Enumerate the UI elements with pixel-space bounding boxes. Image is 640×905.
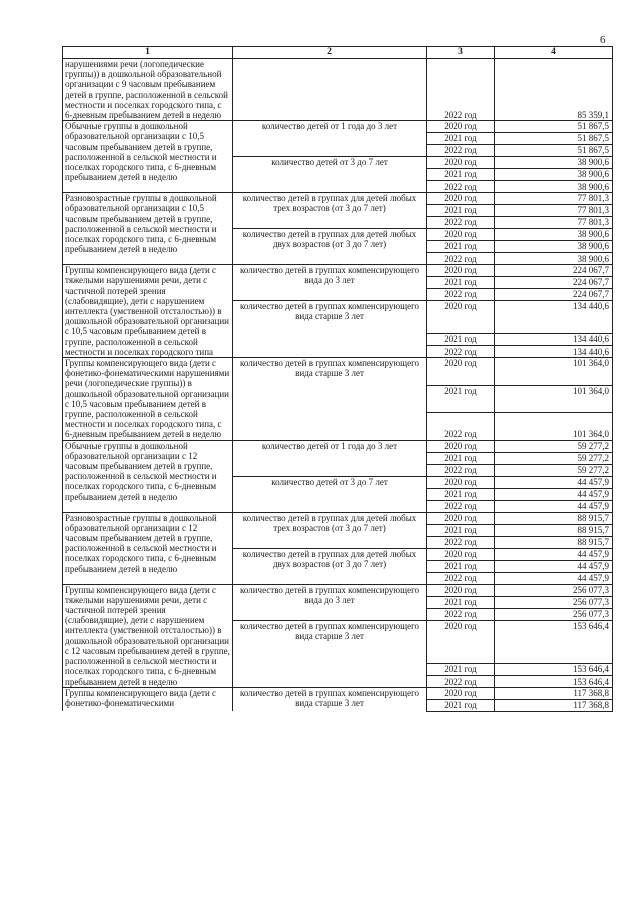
value-cell: 38 900,6 — [495, 169, 613, 181]
year-cell: 2021 год — [427, 277, 495, 289]
value-cell: 38 900,6 — [495, 181, 613, 193]
column-header: 2 — [233, 47, 427, 59]
column-header: 1 — [63, 47, 233, 59]
value-cell: 101 364,0 — [495, 413, 613, 441]
year-cell: 2021 год — [427, 334, 495, 346]
value-cell: 51 867,5 — [495, 145, 613, 157]
page-number: 6 — [600, 34, 606, 46]
year-cell: 2022 год — [427, 464, 495, 476]
value-cell: 134 440,6 — [495, 334, 613, 346]
value-cell: 59 277,2 — [495, 464, 613, 476]
year-cell: 2020 год — [427, 157, 495, 169]
tariff-table — [62, 46, 613, 712]
category-label: количество детей в группах компенсирующего вида до 3 лет — [233, 584, 427, 620]
value-cell: 44 457,9 — [495, 572, 613, 584]
year-cell: 2020 год — [427, 265, 495, 277]
group-name: Разновозрастные группы в дошкольной образовательной организации с 12 часовым пребыванием детей в группе, расположенной в сельской местности и поселках городского типа, с 6-дневным пребыванием детей в неделю — [63, 512, 233, 584]
group-name: Группы компенсирующего вида (дети с фонетико-фонематическими нарушениями речи (логопедические группы)) в дошкольной образовательной организации с 10,5 часовым пребыванием детей в группе, расположенной в сельской местности и поселках городского типа, с 6-дневным пребыванием детей в неделю — [63, 358, 233, 441]
group-name: нарушениями речи (логопедические группы)) в дошкольной образовательной организации с 9 часовым пребыванием детей в группе, расположенной в сельской местности и поселках городского типа, с 6-дневным пребыванием детей в неделю — [63, 59, 233, 121]
category-label: количество детей в группах для детей любых трех возрастов (от 3 до 7 лет) — [233, 193, 427, 229]
value-cell: 77 801,3 — [495, 205, 613, 217]
value-cell: 134 440,6 — [495, 346, 613, 358]
year-cell: 2022 год — [427, 253, 495, 265]
year-cell: 2022 год — [427, 572, 495, 584]
column-header: 3 — [427, 47, 495, 59]
year-cell: 2020 год — [427, 440, 495, 452]
category-label: количество детей в группах компенсирующего вида до 3 лет — [233, 265, 427, 301]
year-cell: 2020 год — [427, 476, 495, 488]
value-cell: 88 915,7 — [495, 536, 613, 548]
year-cell: 2022 год — [427, 181, 495, 193]
group-name: Группы компенсирующего вида (дети с фонетико-фонематическими — [63, 687, 233, 711]
year-cell: 2021 год — [427, 488, 495, 500]
value-cell: 38 900,6 — [495, 229, 613, 241]
year-cell: 2021 год — [427, 596, 495, 608]
year-cell: 2021 год — [427, 133, 495, 145]
header-row — [63, 47, 613, 59]
category-label: количество детей от 1 года до 3 лет — [233, 121, 427, 157]
year-cell: 2022 год — [427, 608, 495, 620]
year-cell: 2022 год — [427, 145, 495, 157]
table-row — [63, 59, 613, 121]
value-cell: 153 646,4 — [495, 675, 613, 687]
value-cell: 51 867,5 — [495, 121, 613, 133]
category-label: количество детей от 3 до 7 лет — [233, 476, 427, 512]
year-cell: 2021 год — [427, 524, 495, 536]
value-cell: 153 646,4 — [495, 620, 613, 663]
value-cell: 117 368,8 — [495, 687, 613, 699]
value-cell: 153 646,4 — [495, 663, 613, 675]
value-cell: 77 801,3 — [495, 217, 613, 229]
value-cell: 256 077,3 — [495, 584, 613, 596]
table-row — [63, 440, 613, 452]
year-cell: 2022 год — [427, 217, 495, 229]
year-cell: 2022 год — [427, 346, 495, 358]
year-cell: 2020 год — [427, 548, 495, 560]
year-cell: 2021 год — [427, 385, 495, 413]
value-cell: 77 801,3 — [495, 193, 613, 205]
value-cell: 88 915,7 — [495, 524, 613, 536]
group-name: Группы компенсирующего вида (дети с тяжелыми нарушениями речи, дети с частичной потерей зрения (слабовидящие), дети с нарушением интеллекта (умственной отсталостью)) в дошкольной образовательной организации с 10,5 часовым пребыванием детей в группе, расположенной в сельской местности и поселках городского типа — [63, 265, 233, 358]
value-cell: 101 364,0 — [495, 385, 613, 413]
category-label: количество детей от 1 года до 3 лет — [233, 440, 427, 476]
category-label: количество детей в группах компенсирующего вида старше 3 лет — [233, 620, 427, 687]
year-cell: 2020 год — [427, 229, 495, 241]
year-cell: 2022 год — [427, 675, 495, 687]
value-cell: 44 457,9 — [495, 548, 613, 560]
value-cell: 59 277,2 — [495, 452, 613, 464]
year-cell: 2021 год — [427, 205, 495, 217]
value-cell: 44 457,9 — [495, 560, 613, 572]
group-name: Разновозрастные группы в дошкольной образовательной организации с 10,5 часовым пребыванием детей в группе, расположенной в сельской местности и поселках городского типа, с 6-дневным пребыванием детей в неделю — [63, 193, 233, 265]
value-cell: 44 457,9 — [495, 500, 613, 512]
year-cell: 2021 год — [427, 169, 495, 181]
table-row — [63, 193, 613, 205]
category-label: количество детей в группах для детей любых трех возрастов (от 3 до 7 лет) — [233, 512, 427, 548]
value-cell: 256 077,3 — [495, 596, 613, 608]
year-cell: 2020 год — [427, 193, 495, 205]
year-cell: 2020 год — [427, 121, 495, 133]
value-cell: 51 867,5 — [495, 133, 613, 145]
category-label: количество детей в группах для детей любых двух возрастов (от 3 до 7 лет) — [233, 548, 427, 584]
group-name: Обычные группы в дошкольной образовательной организации с 12 часовым пребыванием детей в группе, расположенной в сельской местности и поселках городского типа, с 6-дневным пребыванием детей в неделю — [63, 440, 233, 512]
year-cell: 2020 год — [427, 584, 495, 596]
column-header: 4 — [495, 47, 613, 59]
table-row — [63, 358, 613, 386]
category-label: количество детей в группах для детей любых двух возрастов (от 3 до 7 лет) — [233, 229, 427, 265]
group-name: Обычные группы в дошкольной образовательной организации с 10,5 часовым пребыванием детей в группе, расположенной в сельской местности и поселках городского типа, с 6-дневным пребыванием детей в неделю — [63, 121, 233, 193]
value-cell: 224 067,7 — [495, 289, 613, 301]
year-cell: 2020 год — [427, 512, 495, 524]
group-name: Группы компенсирующего вида (дети с тяжелыми нарушениями речи, дети с частичной потерей зрения (слабовидящие), дети с нарушением интеллекта (умственной отсталостью)) в дошкольной образовательной организации с 12 часовым пребыванием детей в группе, расположенной в сельской местности и поселках городского типа, с 6-дневным пребыванием детей в неделю — [63, 584, 233, 687]
category-label: количество детей в группах компенсирующего вида старше 3 лет — [233, 358, 427, 441]
table-row — [63, 121, 613, 133]
year-cell: 2020 год — [427, 301, 495, 334]
year-cell: 2022 год — [427, 536, 495, 548]
year-cell: 2020 год — [427, 358, 495, 386]
table-row — [63, 265, 613, 277]
value-cell: 88 915,7 — [495, 512, 613, 524]
value-cell: 38 900,6 — [495, 241, 613, 253]
year-cell: 2020 год — [427, 687, 495, 699]
value-cell: 59 277,2 — [495, 440, 613, 452]
value-cell: 101 364,0 — [495, 358, 613, 386]
value-cell: 44 457,9 — [495, 488, 613, 500]
value-cell: 224 067,7 — [495, 265, 613, 277]
table-body — [63, 59, 613, 712]
value-cell: 38 900,6 — [495, 253, 613, 265]
year-cell: 2022 год — [427, 289, 495, 301]
category-label: количество детей в группах компенсирующего вида старше 3 лет — [233, 687, 427, 711]
table-row — [63, 584, 613, 596]
value-cell: 44 457,9 — [495, 476, 613, 488]
category-label: количество детей от 3 до 7 лет — [233, 157, 427, 193]
year-cell: 2022 год — [427, 413, 495, 441]
category-label: количество детей в группах компенсирующего вида старше 3 лет — [233, 301, 427, 358]
table-row — [63, 512, 613, 524]
year-cell: 2021 год — [427, 663, 495, 675]
year-cell: 2021 год — [427, 241, 495, 253]
table-row — [63, 687, 613, 699]
year-cell: 2021 год — [427, 452, 495, 464]
year-cell: 2022 год — [427, 59, 495, 121]
year-cell: 2022 год — [427, 500, 495, 512]
year-cell: 2020 год — [427, 620, 495, 663]
value-cell: 256 077,3 — [495, 608, 613, 620]
category-label — [233, 59, 427, 121]
value-cell: 117 368,8 — [495, 699, 613, 711]
value-cell: 85 359,1 — [495, 59, 613, 121]
year-cell: 2021 год — [427, 699, 495, 711]
value-cell: 224 067,7 — [495, 277, 613, 289]
value-cell: 38 900,6 — [495, 157, 613, 169]
year-cell: 2021 год — [427, 560, 495, 572]
value-cell: 134 440,6 — [495, 301, 613, 334]
